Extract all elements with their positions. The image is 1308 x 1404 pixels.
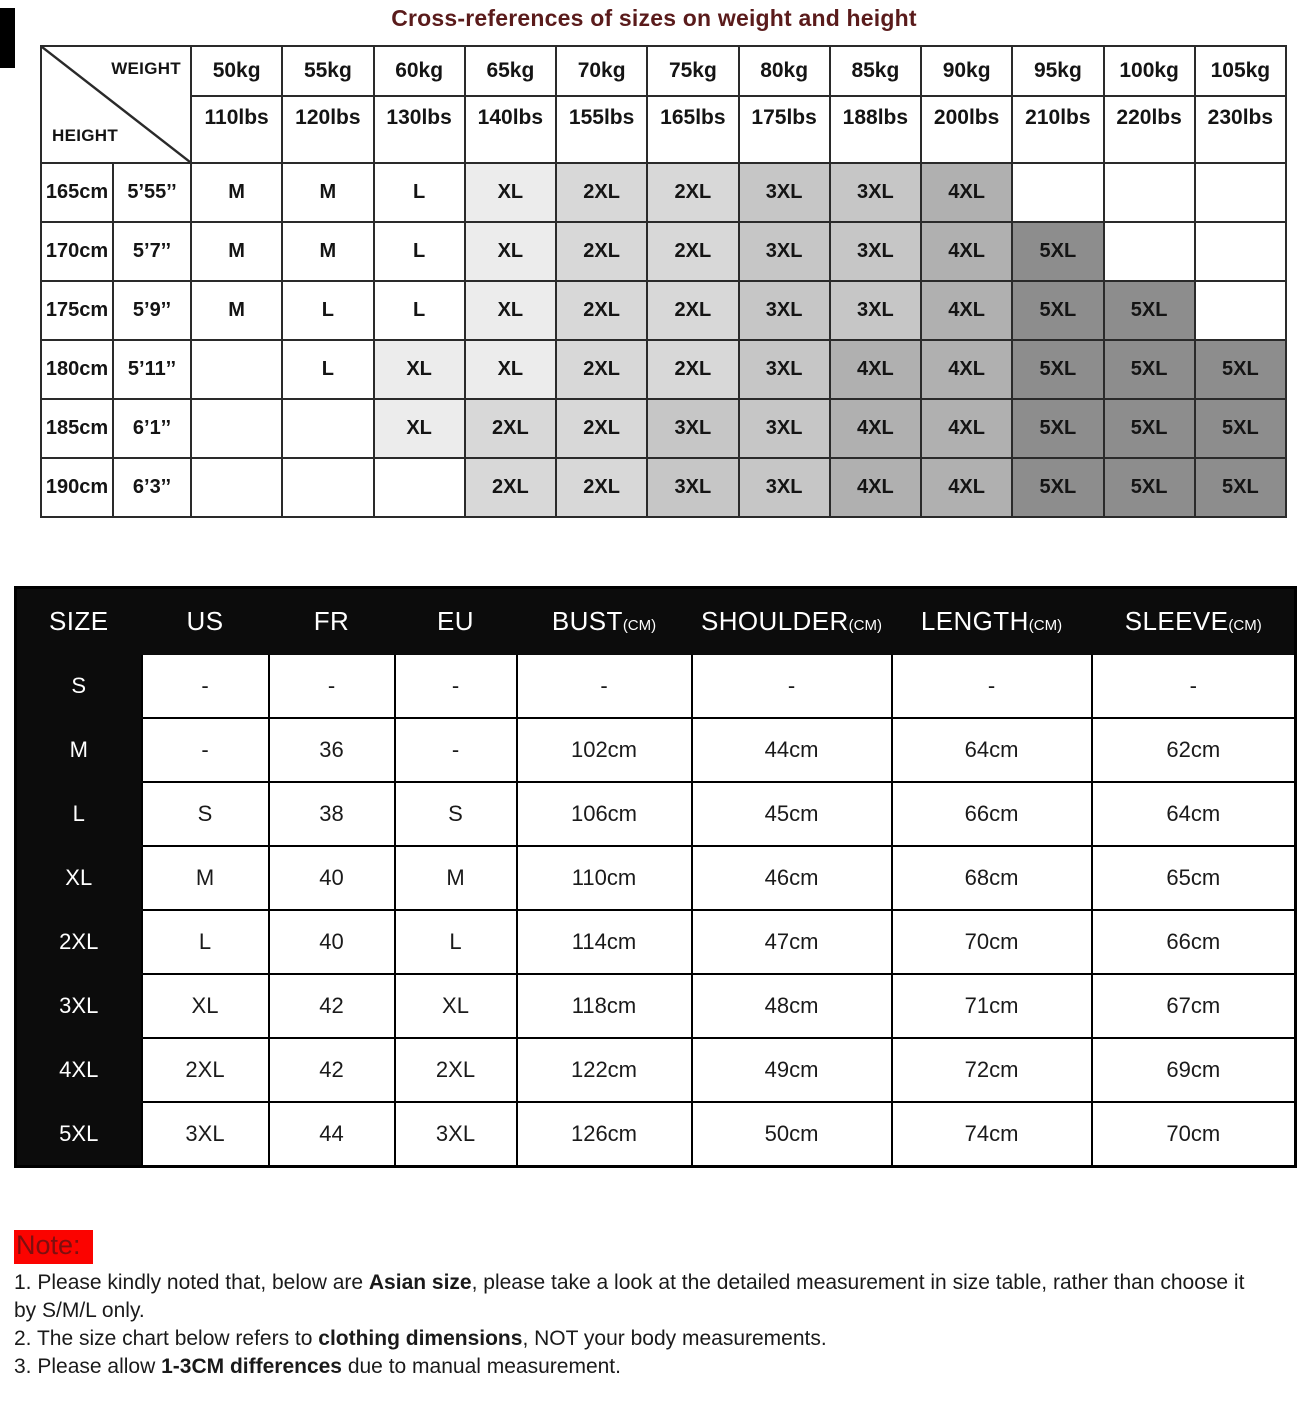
measurement-cell-bust: - <box>517 654 692 718</box>
matrix-size-cell: 4XL <box>830 399 921 458</box>
measurement-cell-fr: 40 <box>269 910 395 974</box>
weight-kg-header: 95kg <box>1012 46 1103 96</box>
column-header-label: US <box>186 605 224 636</box>
note-item <box>14 1353 1266 1381</box>
matrix-size-cell: 3XL <box>739 163 830 222</box>
size-cell: XL <box>16 846 142 910</box>
page-title: Cross-references of sizes on weight and height <box>391 5 917 31</box>
column-header-us <box>142 588 269 655</box>
matrix-size-cell: 3XL <box>739 399 830 458</box>
measurement-cell-length: 71cm <box>892 974 1092 1038</box>
measurement-row <box>16 1102 1296 1167</box>
column-header-unit: (CM) <box>848 616 882 634</box>
matrix-size-cell: 5XL <box>1012 458 1103 517</box>
matrix-size-cell: M <box>282 222 373 281</box>
column-header-label: BUST <box>551 605 623 636</box>
matrix-size-cell: 5XL <box>1012 399 1103 458</box>
measurement-cell-sleeve: 65cm <box>1092 846 1296 910</box>
column-header-label: SIZE <box>49 605 109 636</box>
matrix-size-cell: XL <box>465 340 556 399</box>
weight-kg-header: 80kg <box>739 46 830 96</box>
weight-lbs-header: 155lbs <box>556 96 647 163</box>
measurement-cell-eu: - <box>395 654 517 718</box>
column-header-fr <box>269 588 395 655</box>
matrix-size-cell: 5XL <box>1012 281 1103 340</box>
measurement-cell-eu: M <box>395 846 517 910</box>
matrix-size-cell: 3XL <box>647 399 738 458</box>
measurement-cell-bust: 122cm <box>517 1038 692 1102</box>
matrix-size-cell <box>1195 163 1286 222</box>
matrix-size-cell: 4XL <box>830 340 921 399</box>
weight-lbs-header: 210lbs <box>1012 96 1103 163</box>
measurement-cell-length: 66cm <box>892 782 1092 846</box>
measurement-row <box>16 782 1296 846</box>
weight-kg-header: 90kg <box>921 46 1012 96</box>
column-header-unit: (CM) <box>1228 616 1262 634</box>
height-ft-cell: 5’7’’ <box>113 222 191 281</box>
matrix-size-cell: 4XL <box>921 399 1012 458</box>
height-ft-cell: 5’9’’ <box>113 281 191 340</box>
measurement-cell-length: 70cm <box>892 910 1092 974</box>
measurement-cell-shoulder: - <box>692 654 892 718</box>
matrix-size-cell: 2XL <box>556 399 647 458</box>
weight-lbs-header: 165lbs <box>647 96 738 163</box>
matrix-size-cell: XL <box>374 399 465 458</box>
matrix-size-cell: 5XL <box>1195 458 1286 517</box>
matrix-size-cell: L <box>374 281 465 340</box>
measurement-row <box>16 846 1296 910</box>
measurement-cell-fr: 42 <box>269 1038 395 1102</box>
measurement-cell-length: - <box>892 654 1092 718</box>
matrix-size-cell: 2XL <box>556 340 647 399</box>
note-item-prefix: 2. The size chart below refers to <box>14 1327 319 1350</box>
size-cell: L <box>16 782 142 846</box>
matrix-size-cell: 4XL <box>921 340 1012 399</box>
measurement-cell-sleeve: 69cm <box>1092 1038 1296 1102</box>
matrix-size-cell: 3XL <box>739 222 830 281</box>
measurement-table <box>14 586 1297 1168</box>
size-cell: 2XL <box>16 910 142 974</box>
matrix-size-cell: 2XL <box>647 163 738 222</box>
matrix-size-cell: 5XL <box>1104 399 1195 458</box>
measurement-cell-shoulder: 48cm <box>692 974 892 1038</box>
matrix-size-cell: 2XL <box>556 458 647 517</box>
matrix-size-cell: 2XL <box>647 281 738 340</box>
note-section <box>14 1230 1266 1381</box>
measurement-cell-sleeve: - <box>1092 654 1296 718</box>
weight-kg-header: 50kg <box>191 46 282 96</box>
matrix-size-cell: 3XL <box>739 458 830 517</box>
measurement-row <box>16 718 1296 782</box>
weight-kg-header: 85kg <box>830 46 921 96</box>
matrix-size-cell <box>1012 163 1103 222</box>
weight-kg-header: 100kg <box>1104 46 1195 96</box>
matrix-size-cell: 5XL <box>1104 458 1195 517</box>
weight-kg-header: 65kg <box>465 46 556 96</box>
weight-lbs-header: 110lbs <box>191 96 282 163</box>
matrix-size-cell: XL <box>465 222 556 281</box>
measurement-cell-bust: 118cm <box>517 974 692 1038</box>
column-header-unit: (CM) <box>622 616 657 634</box>
note-label: Note: <box>14 1230 93 1264</box>
note-item-bold: 1-3CM differences <box>161 1355 342 1378</box>
measurement-cell-shoulder: 44cm <box>692 718 892 782</box>
measurement-cell-eu: XL <box>395 974 517 1038</box>
measurement-cell-bust: 106cm <box>517 782 692 846</box>
height-cm-cell: 170cm <box>41 222 113 281</box>
matrix-row <box>41 399 1286 458</box>
measurement-cell-us: 3XL <box>142 1102 269 1167</box>
measurement-cell-eu: 2XL <box>395 1038 517 1102</box>
height-ft-cell: 5’55’’ <box>113 163 191 222</box>
measurement-cell-fr: 40 <box>269 846 395 910</box>
matrix-size-cell <box>191 458 282 517</box>
matrix-size-cell: 3XL <box>830 163 921 222</box>
measurement-cell-eu: S <box>395 782 517 846</box>
matrix-size-cell: 2XL <box>556 222 647 281</box>
weight-kg-header: 55kg <box>282 46 373 96</box>
height-ft-cell: 6’3’’ <box>113 458 191 517</box>
matrix-size-cell: 5XL <box>1195 340 1286 399</box>
matrix-size-cell: L <box>374 163 465 222</box>
size-matrix-table <box>40 45 1287 518</box>
matrix-size-cell <box>191 340 282 399</box>
column-header-size <box>16 588 142 655</box>
weight-lbs-header: 188lbs <box>830 96 921 163</box>
matrix-size-cell: M <box>191 222 282 281</box>
note-item-bold: clothing dimensions <box>318 1327 523 1350</box>
column-header-sleeve <box>1092 588 1296 655</box>
matrix-size-cell: 2XL <box>647 222 738 281</box>
height-ft-cell: 5’11’’ <box>113 340 191 399</box>
matrix-size-cell: M <box>191 281 282 340</box>
measurement-cell-bust: 114cm <box>517 910 692 974</box>
matrix-size-cell: M <box>191 163 282 222</box>
size-cell: 3XL <box>16 974 142 1038</box>
measurement-cell-eu: L <box>395 910 517 974</box>
matrix-size-cell: 4XL <box>830 458 921 517</box>
corner-black-mark <box>0 8 15 68</box>
height-cm-cell: 175cm <box>41 281 113 340</box>
matrix-size-cell: 3XL <box>830 222 921 281</box>
weight-lbs-header: 120lbs <box>282 96 373 163</box>
matrix-size-cell: 4XL <box>921 163 1012 222</box>
measurement-cell-us: - <box>142 654 269 718</box>
matrix-size-cell: 3XL <box>739 281 830 340</box>
matrix-size-cell <box>191 399 282 458</box>
weight-lbs-header: 230lbs <box>1195 96 1286 163</box>
matrix-size-cell: 4XL <box>921 458 1012 517</box>
size-cell: 5XL <box>16 1102 142 1167</box>
column-header-eu <box>395 588 517 655</box>
matrix-size-cell: 2XL <box>465 458 556 517</box>
measurement-cell-length: 64cm <box>892 718 1092 782</box>
weight-lbs-header-row <box>41 96 1286 163</box>
matrix-size-cell: 4XL <box>921 222 1012 281</box>
measurement-cell-fr: 38 <box>269 782 395 846</box>
column-header-label: SLEEVE <box>1124 605 1229 636</box>
weight-axis-label: WEIGHT <box>111 59 181 78</box>
matrix-row <box>41 340 1286 399</box>
matrix-size-cell: 5XL <box>1012 222 1103 281</box>
matrix-size-cell: XL <box>374 340 465 399</box>
matrix-row <box>41 281 1286 340</box>
column-header-label: FR <box>313 605 350 636</box>
measurement-cell-length: 74cm <box>892 1102 1092 1167</box>
weight-kg-header: 75kg <box>647 46 738 96</box>
measurement-cell-sleeve: 70cm <box>1092 1102 1296 1167</box>
size-cell: M <box>16 718 142 782</box>
measurement-cell-shoulder: 47cm <box>692 910 892 974</box>
note-item-suffix: , please take a look at the detailed measurement in size table, rather than choose it by S/M/L only. <box>14 1271 1245 1322</box>
matrix-size-cell: 2XL <box>647 340 738 399</box>
size-cell: S <box>16 654 142 718</box>
matrix-size-cell: 3XL <box>647 458 738 517</box>
measurement-cell-shoulder: 46cm <box>692 846 892 910</box>
measurement-row <box>16 654 1296 718</box>
column-header-unit: (CM) <box>1028 616 1063 634</box>
measurement-cell-sleeve: 66cm <box>1092 910 1296 974</box>
column-header-shoulder <box>692 588 892 655</box>
measurement-cell-length: 72cm <box>892 1038 1092 1102</box>
note-item-prefix: 3. Please allow <box>14 1355 162 1378</box>
matrix-size-cell: 2XL <box>465 399 556 458</box>
matrix-row <box>41 163 1286 222</box>
matrix-size-cell <box>374 458 465 517</box>
measurement-cell-fr: 36 <box>269 718 395 782</box>
weight-lbs-header: 130lbs <box>374 96 465 163</box>
matrix-size-cell <box>282 458 373 517</box>
matrix-size-cell <box>1104 222 1195 281</box>
note-item <box>14 1269 1266 1325</box>
measurement-cell-us: S <box>142 782 269 846</box>
column-header-label: SHOULDER <box>700 605 849 636</box>
measurement-cell-sleeve: 62cm <box>1092 718 1296 782</box>
measurement-cell-length: 68cm <box>892 846 1092 910</box>
column-header-bust <box>517 588 692 655</box>
matrix-size-cell: 3XL <box>830 281 921 340</box>
matrix-row <box>41 222 1286 281</box>
matrix-size-cell: M <box>282 163 373 222</box>
measurement-cell-bust: 126cm <box>517 1102 692 1167</box>
measurement-cell-bust: 110cm <box>517 846 692 910</box>
matrix-row <box>41 458 1286 517</box>
measurement-cell-fr: - <box>269 654 395 718</box>
weight-lbs-header: 200lbs <box>921 96 1012 163</box>
measurement-cell-us: XL <box>142 974 269 1038</box>
weight-lbs-header: 175lbs <box>739 96 830 163</box>
measurement-cell-shoulder: 49cm <box>692 1038 892 1102</box>
note-item <box>14 1325 1266 1353</box>
weight-lbs-header: 140lbs <box>465 96 556 163</box>
height-weight-corner-cell <box>41 46 191 163</box>
measurement-row <box>16 974 1296 1038</box>
matrix-size-cell: 3XL <box>739 340 830 399</box>
measurement-header-row <box>16 588 1296 655</box>
matrix-size-cell <box>1195 281 1286 340</box>
matrix-size-cell <box>1104 163 1195 222</box>
measurement-cell-bust: 102cm <box>517 718 692 782</box>
column-header-label: EU <box>437 605 474 636</box>
matrix-size-cell: 2XL <box>556 163 647 222</box>
weight-kg-header-row <box>41 46 1286 96</box>
size-cell: 4XL <box>16 1038 142 1102</box>
matrix-size-cell: XL <box>465 163 556 222</box>
weight-kg-header: 105kg <box>1195 46 1286 96</box>
matrix-size-cell: L <box>282 340 373 399</box>
measurement-cell-us: - <box>142 718 269 782</box>
weight-kg-header: 60kg <box>374 46 465 96</box>
weight-lbs-header: 220lbs <box>1104 96 1195 163</box>
matrix-size-cell <box>1195 222 1286 281</box>
matrix-size-cell: 5XL <box>1012 340 1103 399</box>
measurement-cell-us: 2XL <box>142 1038 269 1102</box>
matrix-size-cell <box>282 399 373 458</box>
height-cm-cell: 190cm <box>41 458 113 517</box>
matrix-size-cell: 5XL <box>1104 281 1195 340</box>
column-header-length <box>892 588 1092 655</box>
matrix-size-cell: L <box>374 222 465 281</box>
measurement-cell-us: L <box>142 910 269 974</box>
note-item-bold: Asian size <box>368 1271 472 1294</box>
matrix-size-cell: 4XL <box>921 281 1012 340</box>
measurement-cell-shoulder: 50cm <box>692 1102 892 1167</box>
matrix-size-cell: L <box>282 281 373 340</box>
matrix-size-cell: 5XL <box>1195 399 1286 458</box>
height-cm-cell: 180cm <box>41 340 113 399</box>
measurement-cell-sleeve: 67cm <box>1092 974 1296 1038</box>
note-item-prefix: 1. Please kindly noted that, below are <box>14 1271 369 1294</box>
column-header-label: LENGTH <box>920 605 1029 636</box>
measurement-cell-fr: 44 <box>269 1102 395 1167</box>
matrix-size-cell: 5XL <box>1104 340 1195 399</box>
note-item-suffix: due to manual measurement. <box>341 1355 621 1378</box>
height-cm-cell: 185cm <box>41 399 113 458</box>
measurement-cell-shoulder: 45cm <box>692 782 892 846</box>
measurement-row <box>16 910 1296 974</box>
measurement-cell-us: M <box>142 846 269 910</box>
matrix-size-cell: XL <box>465 281 556 340</box>
note-item-suffix: , NOT your body measurements. <box>522 1327 827 1350</box>
measurement-cell-eu: 3XL <box>395 1102 517 1167</box>
measurement-cell-eu: - <box>395 718 517 782</box>
measurement-row <box>16 1038 1296 1102</box>
matrix-size-cell: 2XL <box>556 281 647 340</box>
measurement-cell-fr: 42 <box>269 974 395 1038</box>
height-axis-label: HEIGHT <box>52 126 119 145</box>
weight-kg-header: 70kg <box>556 46 647 96</box>
measurement-cell-sleeve: 64cm <box>1092 782 1296 846</box>
height-ft-cell: 6’1’’ <box>113 399 191 458</box>
height-cm-cell: 165cm <box>41 163 113 222</box>
